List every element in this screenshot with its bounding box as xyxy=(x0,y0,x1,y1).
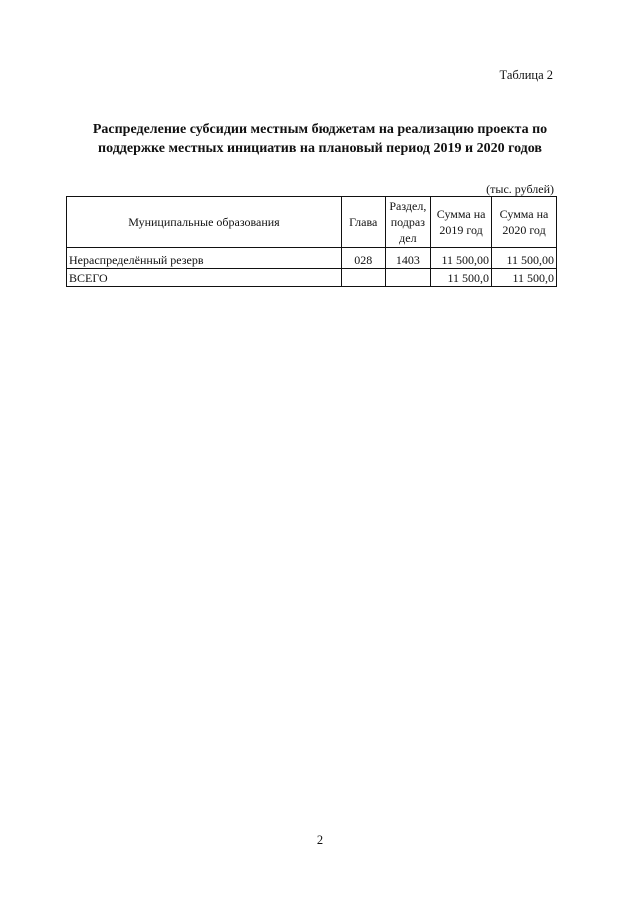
header-chapter: Глава xyxy=(341,197,385,248)
total-chapter xyxy=(341,269,385,287)
cell-sum-2020: 11 500,00 xyxy=(492,248,557,269)
page-number: 2 xyxy=(316,833,324,847)
cell-sum-2019: 11 500,00 xyxy=(431,248,492,269)
header-municipality: Муниципальные образования xyxy=(67,197,342,248)
header-sum-2019 xyxy=(431,197,492,248)
cell-chapter: 028 xyxy=(341,248,385,269)
document-title xyxy=(60,120,580,158)
table-row xyxy=(67,248,557,269)
units-label: (тыс. рублей) xyxy=(486,182,554,196)
title-line-2: поддержке местных инициатив на плановый период 2019 и 2020 годов xyxy=(98,141,542,156)
total-section xyxy=(385,269,431,287)
total-label: ВСЕГО xyxy=(67,269,342,287)
cell-municipality: Нераспределённый резерв xyxy=(67,248,342,269)
table-total-row xyxy=(67,269,557,287)
header-section-line-3: дел xyxy=(399,231,417,245)
header-sum-2020-line-2: 2020 год xyxy=(502,223,546,237)
header-section-line-1: Раздел, xyxy=(389,199,427,213)
subsidy-distribution-table xyxy=(66,196,557,287)
table-number-label: Таблица 2 xyxy=(499,68,553,82)
header-sum-2020-line-1: Сумма на xyxy=(499,207,549,221)
total-sum-2019: 11 500,0 xyxy=(431,269,492,287)
header-section xyxy=(385,197,431,248)
cell-section: 1403 xyxy=(385,248,431,269)
total-sum-2020: 11 500,0 xyxy=(492,269,557,287)
header-sum-2020 xyxy=(492,197,557,248)
title-line-1: Распределение субсидии местным бюджетам на реализацию проекта по xyxy=(92,122,548,137)
header-sum-2019-line-1: Сумма на xyxy=(436,207,486,221)
header-sum-2019-line-2: 2019 год xyxy=(439,223,483,237)
header-section-line-2: подраз xyxy=(390,215,425,229)
table-header-row xyxy=(67,197,557,248)
